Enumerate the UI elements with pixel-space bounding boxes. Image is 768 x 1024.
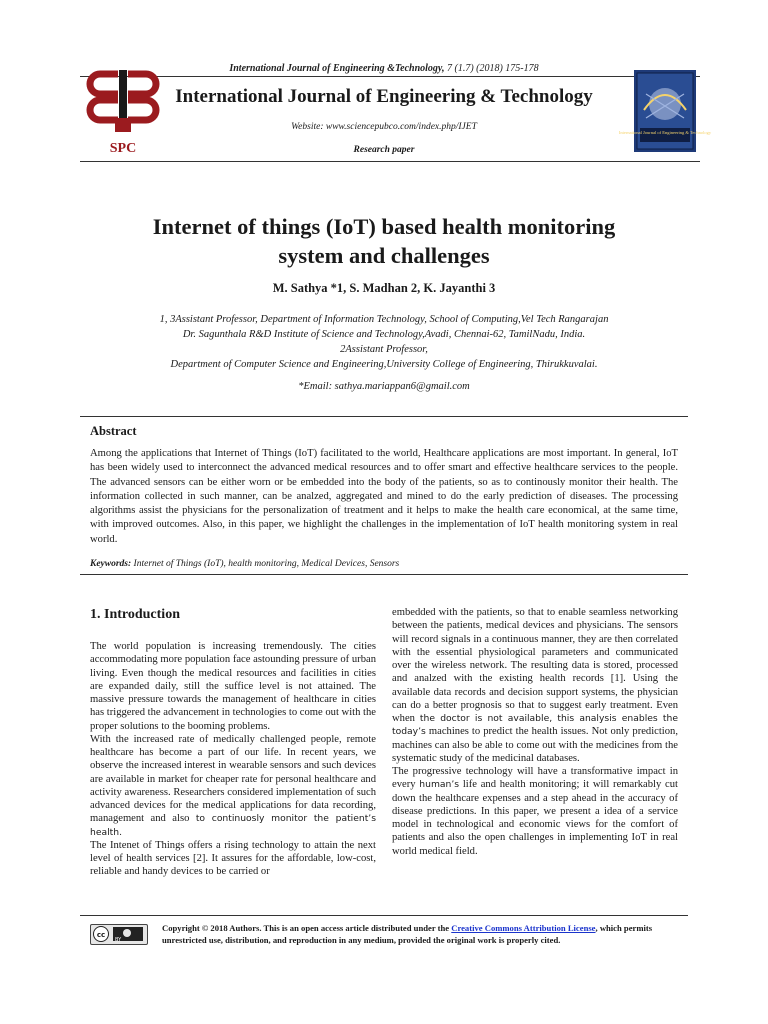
cc-circle-icon: cc	[93, 926, 109, 942]
abstract-text: Among the applications that Internet of Things (IoT) facilitated to the world, Healthcare applications are most important. In general, IoT has been widely used to interconnect the advanced medical resources and to offer smart and effective healthcare services to the people. The advanced sensors can be either worn or be embedded into the body of the patients, so as to continously monitor their health. The information collected in such manner, can be analzed, aggregated and mined to do the early prediction of diseases. The processing algorithms assist the physicians for the personalization of treatment and it helps to make the health care economical, at the same time, with improved outcomes. Also, in this paper, we highlight the challenges in the implementation of IoT health monitoring system in real world.	[90, 448, 678, 545]
affiliation-line: 1, 3Assistant Professor, Department of Information Technology, School of Computing,Vel Tech Rangarajan	[159, 314, 609, 325]
paragraph: With the increased rate of medically challenged people, remote healthcare has become a part of our life. In recent years, we observe the increased interest in wearable sensors and such devices are available in market for cheaper rate for personal healthcare and activity awareness. Researchers considered implementation of such advanced devices for the medical applications for data recording, management and also to continuosly monitor the patient’s health.	[90, 733, 377, 838]
journal-title: International Journal of Engineering & Technology	[175, 86, 593, 107]
cover-title-text: International Journal of Engineering & Technology	[618, 130, 712, 135]
paper-title: Internet of things (IoT) based health monitoring system and challenges	[152, 214, 616, 268]
paragraph: The progressive technology will have a transformative impact in every human’s life and health monitoring; it will remarkably cut down the healthcare expenses and a step ahead in the accuracy of disease predictions. In this paper, we present a idea of a service model in technological and economic views for the comfort of patients and also the open challenges in implementing IoT in real world medical field.	[392, 766, 678, 857]
journal-website[interactable]: Website: www.sciencepubco.com/index.php/IJET	[291, 122, 477, 132]
cc-by-label: BY	[115, 937, 122, 943]
paper-authors: M. Sathya *1, S. Madhan 2, K. Jayanthi 3	[272, 281, 496, 295]
journal-citation: International Journal of Engineering &Technology, 7 (1.7) (2018) 175-178	[229, 63, 539, 74]
license-link[interactable]: Creative Commons Attribution License	[451, 923, 596, 933]
body-column-left	[90, 640, 376, 879]
copyright-notice: Copyright © 2018 Authors. This is an open access article distributed under the Creative Commons Attribution License, which permits unrestricted use, distribution, and reproduction in any medium, provided the original work is properly cited.	[162, 923, 653, 945]
body-column-right	[392, 606, 678, 858]
creative-commons-icon[interactable]	[90, 924, 148, 945]
journal-cover-image	[618, 70, 712, 152]
affiliation-line: Department of Computer Science and Engineering,University College of Engineering, Thirukkuvalai.	[170, 359, 598, 370]
paragraph: The world population is increasing tremendously. The cities accommodating more population face astounding pressure of urban living. Even though the medical resources and facilities in cities are expanded daily, still the suffice level is not attained. The massive pressure towards the management of healthcare in cities has triggered the advancement in technologies to come out with the proper solutions to the booming problems.	[90, 641, 376, 732]
corresponding-email[interactable]: *Email: sathya.mariappan6@gmail.com	[298, 381, 470, 392]
author-affiliations	[90, 312, 678, 372]
affiliation-line: 2Assistant Professor,	[340, 344, 428, 355]
header-rule-top	[80, 76, 700, 77]
paper-type: Research paper	[353, 145, 415, 155]
section-heading-introduction: 1. Introduction	[90, 607, 180, 622]
abstract-rule-top	[80, 416, 688, 417]
paragraph: The Intenet of Things offers a rising technology to attain the next level of health services [2]. It assures for the affordable, low-cost, reliable and handy devices to be carried or	[90, 839, 376, 878]
affiliation-line: Dr. Sagunthala R&D Institute of Science and Technology,Avadi, Chennai-62, TamilNadu, India.	[182, 329, 586, 340]
attribution-person-icon	[123, 929, 131, 937]
publisher-logo	[88, 66, 158, 156]
footer-rule	[80, 915, 688, 916]
header-rule-bottom	[80, 161, 700, 162]
paragraph: embedded with the patients, so that to enable seamless networking between the patients, medical devices and physicians. The sensors will record signals in a continuous manner, they are then correlated with the essential physiological parameters and communicated over the wireless network. The resulting data is stored, processed and analzed with the existing health records [1]. Using the available data records and decision support systems, the physician can do a better prognosis so that to suggest early treatment. Even when the doctor is not available, this analysis enables the today’s machines to predict the health issues. Not only prediction, machines can also be able to come out with the medicines from the systematic study of the medicinal databases.	[392, 607, 678, 764]
keywords: Keywords: Internet of Things (IoT), health monitoring, Medical Devices, Sensors	[90, 559, 400, 569]
svg-text:SPC: SPC	[109, 141, 137, 156]
abstract-rule-bottom	[80, 574, 688, 575]
abstract-heading: Abstract	[90, 424, 137, 438]
